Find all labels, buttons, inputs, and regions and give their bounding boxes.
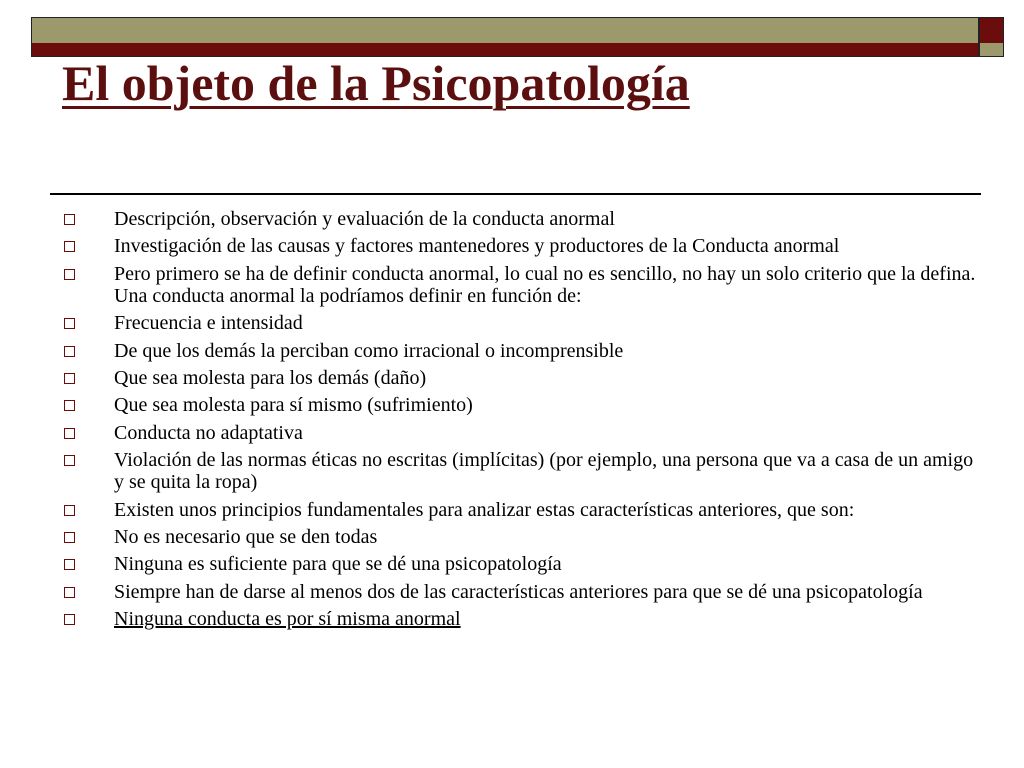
bullet-item [60, 581, 980, 603]
bullet-text: Frecuencia e intensidad [114, 312, 303, 335]
bullet-text: Violación de las normas éticas no escritas (implícitas) (por ejemplo, una persona que va a casa de un amigo y se quita la ropa) [114, 449, 974, 494]
bullet-text: Ninguna es suficiente para que se dé una psicopatología [114, 553, 562, 576]
hollow-square-bullet-icon [64, 318, 75, 329]
bullet-text: Que sea molesta para sí mismo (sufrimiento) [114, 394, 473, 417]
hollow-square-bullet-icon [64, 428, 75, 439]
bullet-item [60, 422, 980, 444]
hollow-square-bullet-icon [64, 455, 75, 466]
bullet-text: Pero primero se ha de definir conducta anormal, lo cual no es sencillo, no hay un solo criterio que la defina. Una conducta anormal la podríamos definir en función de: [114, 262, 976, 307]
hollow-square-bullet-icon [64, 346, 75, 357]
bullet-text: Siempre han de darse al menos dos de las características anteriores para que se dé una psicopatología [114, 580, 923, 603]
bullet-text: Existen unos principios fundamentales para analizar estas características anteriores, que son: [114, 498, 855, 521]
bullet-item [60, 208, 980, 230]
title-divider [50, 193, 981, 195]
bullet-text: Que sea molesta para los demás (daño) [114, 366, 427, 389]
bullet-item [60, 394, 980, 416]
bullet-item [60, 263, 980, 307]
header-square-olive [979, 43, 1004, 57]
bullet-text: Conducta no adaptativa [114, 421, 303, 444]
bullet-item [60, 499, 980, 521]
header-bar-olive [31, 17, 979, 44]
bullet-item [60, 449, 980, 493]
hollow-square-bullet-icon [64, 400, 75, 411]
hollow-square-bullet-icon [64, 269, 75, 280]
bullet-item [60, 553, 980, 575]
bullet-item [60, 340, 980, 362]
bullet-item [60, 608, 980, 630]
bullet-text-underlined: Ninguna conducta es por sí misma anormal [114, 608, 461, 631]
bullet-text: No es necesario que se den todas [114, 525, 378, 548]
bullet-text: Descripción, observación y evaluación de la conducta anormal [114, 208, 615, 230]
bullet-item [60, 526, 980, 548]
bullet-text: Investigación de las causas y factores mantenedores y productores de la Conducta anormal [114, 235, 840, 258]
bullet-text: De que los demás la perciban como irracional o incomprensible [114, 339, 624, 362]
hollow-square-bullet-icon [64, 532, 75, 543]
bullet-list [60, 208, 980, 635]
bullet-item [60, 235, 980, 257]
slide-title: El objeto de la Psicopatología [62, 55, 690, 111]
hollow-square-bullet-icon [64, 614, 75, 625]
hollow-square-bullet-icon [64, 373, 75, 384]
bullet-item [60, 367, 980, 389]
hollow-square-bullet-icon [64, 241, 75, 252]
hollow-square-bullet-icon [64, 505, 75, 516]
hollow-square-bullet-icon [64, 214, 75, 225]
hollow-square-bullet-icon [64, 587, 75, 598]
header-square-maroon [979, 17, 1004, 44]
bullet-item [60, 312, 980, 334]
hollow-square-bullet-icon [64, 559, 75, 570]
